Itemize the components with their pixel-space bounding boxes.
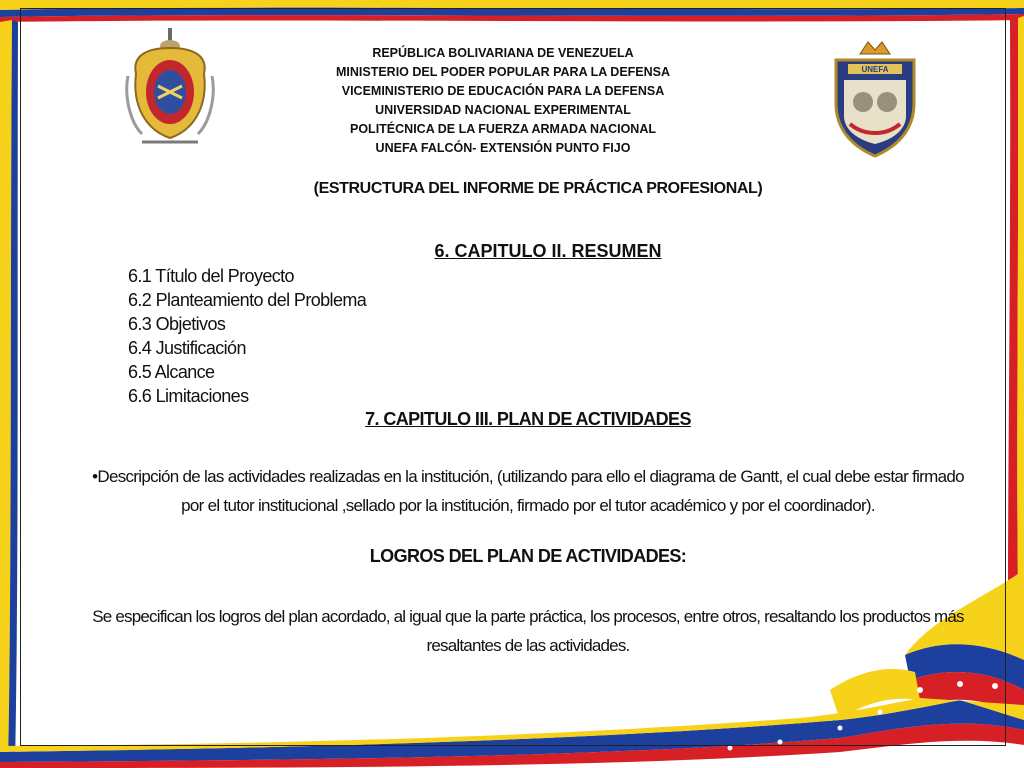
list-item: 6.1 Título del Proyecto bbox=[128, 266, 294, 286]
header-line: REPÚBLICA BOLIVARIANA DE VENEZUELA bbox=[372, 46, 634, 60]
unefa-logo-text: UNEFA bbox=[861, 65, 889, 74]
left-emblem-icon bbox=[122, 26, 218, 154]
header-line: POLITÉCNICA DE LA FUERZA ARMADA NACIONAL bbox=[350, 122, 656, 136]
chapter2-title: 6. CAPITULO II. RESUMEN bbox=[434, 241, 662, 261]
header-line: MINISTERIO DEL PODER POPULAR PARA LA DEFENSA bbox=[335, 65, 671, 79]
document-subtitle: (ESTRUCTURA DEL INFORME DE PRÁCTICA PROFESIONAL) bbox=[313, 180, 763, 197]
list-item: 6.3 Objetivos bbox=[128, 314, 226, 334]
achievements-title: LOGROS DEL PLAN DE ACTIVIDADES: bbox=[369, 546, 687, 566]
header-line: VICEMINISTERIO DE EDUCACIÓN PARA LA DEFENSA bbox=[341, 84, 665, 98]
achievements-description: Se especifican los logros del plan acordado, al igual que la parte práctica, los procesos, entre otros, resaltando los productos más resaltantes de las actividades. bbox=[92, 607, 964, 655]
institution-header bbox=[230, 44, 776, 158]
list-item: 6.5 Alcance bbox=[128, 362, 215, 382]
header-line: UNIVERSIDAD NACIONAL EXPERIMENTAL bbox=[375, 103, 631, 117]
list-item: 6.2 Planteamiento del Problema bbox=[128, 290, 367, 310]
list-item: 6.4 Justificación bbox=[128, 338, 246, 358]
unefa-emblem-icon bbox=[830, 40, 920, 160]
chapter3-description: •Descripción de las actividades realizadas en la institución, (utilizando para ello el diagrama de Gantt, el cual debe estar firmado por el tutor institucional ,sellado por la institución, firmado por el tutor académico y por el coordinador). bbox=[92, 467, 964, 515]
chapter2-item-list bbox=[128, 264, 366, 408]
chapter3-title: 7. CAPITULO III. PLAN DE ACTIVIDADES bbox=[365, 409, 691, 429]
header-line: UNEFA FALCÓN- EXTENSIÓN PUNTO FIJO bbox=[375, 141, 631, 155]
list-item: 6.6 Limitaciones bbox=[128, 386, 249, 406]
